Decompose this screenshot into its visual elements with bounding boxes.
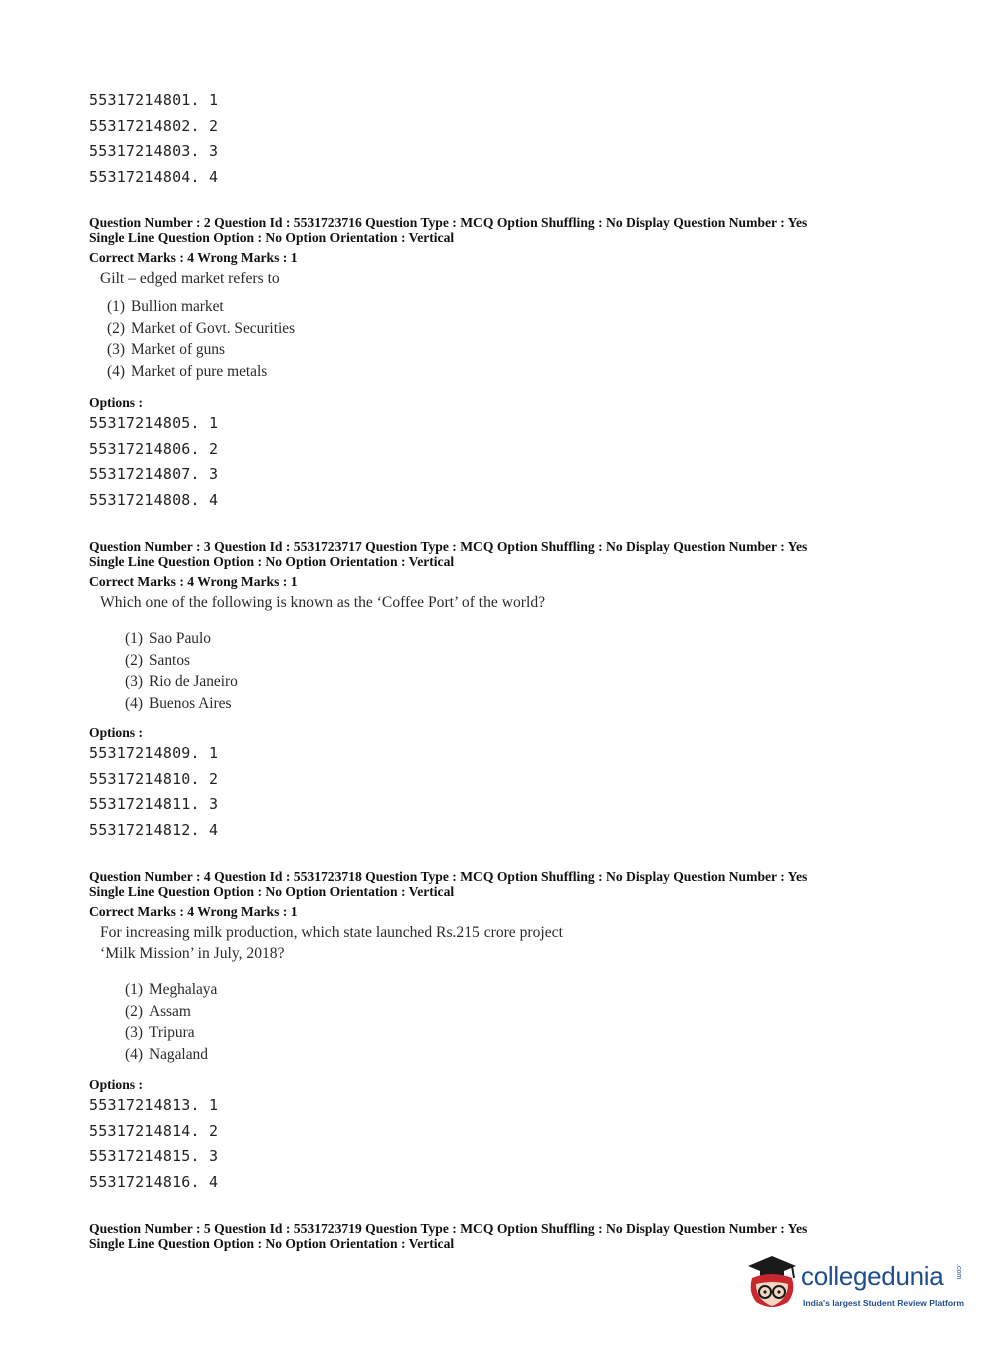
option-id: 55317214802. 2 [89,116,219,135]
choice-label: Market of pure metals [130,362,268,380]
answer-choice [125,650,238,672]
choice-number: (1) [107,298,125,315]
choice-number: (1) [125,630,143,647]
answer-choice [125,1001,217,1023]
answer-choice [125,1022,217,1044]
answer-choice [107,361,295,383]
option-id: 55317214812. 4 [89,820,219,839]
answer-choices [107,296,295,382]
option-id: 55317214811. 3 [89,795,219,813]
option-list [89,741,489,843]
option-id: 55317214804. 4 [89,167,219,186]
option-id: 55317214816. 4 [89,1172,219,1191]
options-label: Options : [89,395,144,410]
choice-number: (4) [107,362,125,380]
option-id: 55317214806. 2 [89,439,219,458]
logo-suffix: .com [955,1264,962,1280]
question-header [89,1222,929,1251]
options-label: Options : [89,1077,144,1092]
answer-choices [125,628,238,714]
question-marks: Correct Marks : 4 Wrong Marks : 1 [89,904,298,919]
answer-choice [125,693,238,715]
choice-label: Tripura [148,1024,195,1041]
option-id: 55317214803. 3 [89,142,219,160]
choice-number: (2) [125,1002,143,1020]
option-id: 55317214807. 3 [89,465,219,483]
choice-number: (3) [125,673,143,690]
question-marks: Correct Marks : 4 Wrong Marks : 1 [89,574,298,589]
choice-number: (4) [125,694,143,712]
option-id: 55317214810. 2 [89,769,219,788]
choice-label: Bullion market [130,298,224,315]
option-list [89,1093,489,1195]
option-list [89,411,489,513]
question-meta-line: Single Line Question Option : No Option Orientation : Vertical [89,553,455,569]
choice-number: (3) [107,341,125,358]
question-header [89,540,929,569]
option-id: 55317214809. 1 [89,744,219,762]
choice-label: Nagaland [148,1045,208,1063]
options-label: Options : [89,725,144,740]
question-meta-line: Single Line Question Option : No Option Orientation : Vertical [89,1235,455,1251]
question-text: Gilt – edged market refers to [100,270,280,287]
option-id: 55317214801. 1 [89,91,219,109]
question-meta-line: Single Line Question Option : No Option Orientation : Vertical [89,229,455,245]
logo-tagline: India's largest Student Review Platform [803,1298,965,1308]
answer-choice [107,318,295,340]
choice-label: Rio de Janeiro [148,673,238,690]
question-meta-line: Single Line Question Option : No Option Orientation : Vertical [89,883,455,899]
option-id: 55317214814. 2 [89,1121,219,1140]
answer-choice [125,1044,217,1066]
answer-choice [125,671,238,693]
answer-choice [125,979,217,1001]
option-id: 55317214808. 4 [89,490,219,509]
choice-label: Sao Paulo [148,630,211,647]
choice-label: Buenos Aires [148,694,232,712]
question-meta-line: Question Number : 2 Question Id : 5531723716 Question Type : MCQ Option Shuffling : No Display Question Number : Yes [89,215,808,230]
question-text: Which one of the following is known as the ‘Coffee Port’ of the world? [100,594,546,611]
question-text [100,922,620,964]
mascot-icon [742,1252,800,1314]
question-meta-line: Question Number : 4 Question Id : 5531723718 Question Type : MCQ Option Shuffling : No Display Question Number : Yes [89,869,808,884]
choice-label: Market of guns [130,341,225,358]
answer-choice [125,628,238,650]
choice-label: Santos [148,651,190,669]
collegedunia-logo [742,1252,972,1322]
choice-label: Market of Govt. Securities [130,319,296,337]
question-header [89,216,929,245]
answer-choices [125,979,217,1065]
choice-label: Meghalaya [148,981,218,998]
option-id: 55317214815. 3 [89,1147,219,1165]
choice-number: (2) [107,319,125,337]
choice-number: (2) [125,651,143,669]
choice-number: (1) [125,981,143,998]
choice-number: (4) [125,1045,143,1063]
top-option-list [89,88,489,190]
choice-number: (3) [125,1024,143,1041]
option-id: 55317214813. 1 [89,1096,219,1114]
question-header [89,870,929,899]
logo-wordmark: collegedunia [801,1261,944,1291]
answer-choice [107,339,295,361]
question-meta-line: Question Number : 3 Question Id : 5531723717 Question Type : MCQ Option Shuffling : No Display Question Number : Yes [89,539,808,554]
choice-label: Assam [148,1002,191,1020]
question-meta-line: Question Number : 5 Question Id : 5531723719 Question Type : MCQ Option Shuffling : No Display Question Number : Yes [89,1221,808,1236]
question-marks: Correct Marks : 4 Wrong Marks : 1 [89,250,298,265]
option-id: 55317214805. 1 [89,414,219,432]
question-text-line: ‘Milk Mission’ in July, 2018? [100,945,285,962]
answer-choice [107,296,295,318]
question-text-line: For increasing milk production, which state launched Rs.215 crore project [100,924,563,941]
